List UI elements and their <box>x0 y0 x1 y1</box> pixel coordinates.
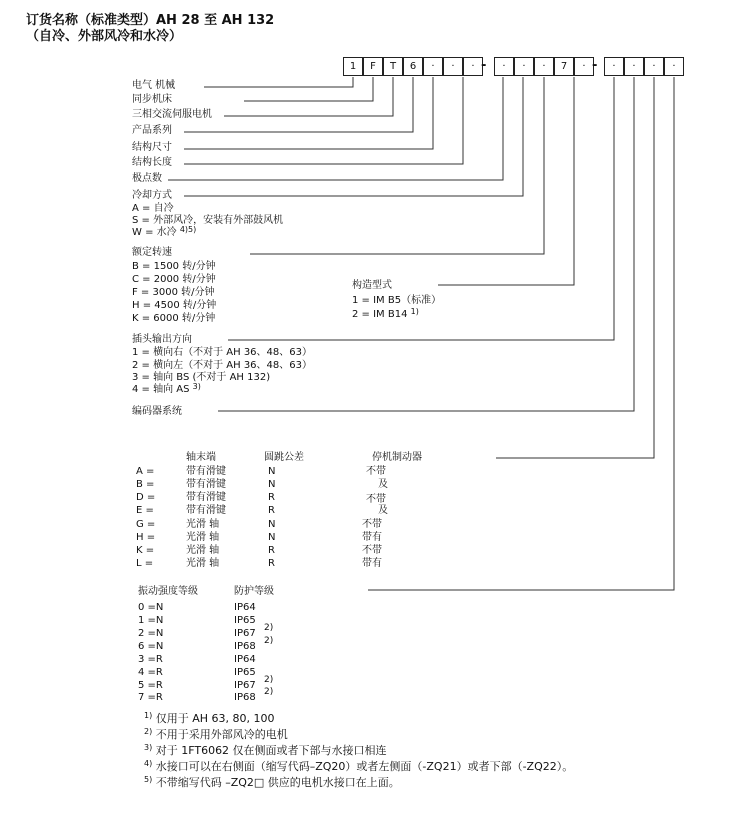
leader-series <box>184 77 413 132</box>
leader-speed <box>250 77 544 254</box>
vib-ip: IP64 <box>234 654 256 665</box>
code-box-4: 6 <box>403 57 423 76</box>
speed-item: B = 1500 转/分钟 <box>132 261 216 272</box>
shaft-tol: R <box>268 558 275 569</box>
leader-poles <box>168 77 503 180</box>
shaft-tol: N <box>268 466 276 477</box>
footnote-1 <box>144 712 274 725</box>
shaft-code: A = <box>136 466 155 477</box>
code-box-6: · <box>443 57 463 76</box>
cooling-w-note: 4)5) <box>179 225 197 234</box>
shaft-end: 光滑 轴 <box>186 519 220 530</box>
code-box-7: · <box>463 57 483 76</box>
shaft-code: H = <box>136 532 156 543</box>
vib-ip: IP64 <box>234 602 256 613</box>
code-separator-1: - <box>481 58 487 73</box>
shaft-tol: N <box>268 519 276 530</box>
encoder-label: 编码器系统 <box>132 406 182 417</box>
shaft-code: E = <box>136 505 154 516</box>
code-box-14: · <box>624 57 644 76</box>
connector-item: 3 = 轴向 BS (不对于 AH 132) <box>132 372 271 383</box>
code-box-13: · <box>604 57 624 76</box>
code-box-11: 7 <box>554 57 574 76</box>
shaft-tol: N <box>268 532 276 543</box>
shaft-tol: R <box>268 492 275 503</box>
speed-item: K = 6000 转/分钟 <box>132 313 216 324</box>
footnote-text: 不带缩写代码 –ZQ2□ 供应的电机水接口在上面。 <box>155 776 400 789</box>
shaft-code: L = <box>136 558 154 569</box>
vib-code: 7 =R <box>138 692 163 703</box>
connector-item: 4 = 轴向 AS <box>132 384 190 395</box>
cooling-heading: 冷却方式 <box>132 190 172 201</box>
vib-note: 2) <box>264 675 274 685</box>
shaft-end: 光滑 轴 <box>186 545 220 556</box>
leader-cooling <box>184 77 523 196</box>
cooling-w-row <box>132 227 196 239</box>
shaft-brake: 不带 <box>366 466 386 477</box>
shaft-end: 带有滑键 <box>186 479 226 490</box>
shaft-end: 光滑 轴 <box>186 532 220 543</box>
footnote-text: 对于 1FT6062 仅在侧面或者下部与水接口相连 <box>155 744 387 757</box>
shaft-brake: 及 <box>378 505 388 516</box>
vib-ip: IP67 <box>234 628 256 639</box>
code-separator-2: - <box>592 58 598 73</box>
vib-ip: IP67 <box>234 680 256 691</box>
vib-code: 2 =N <box>138 628 164 639</box>
shaft-brake: 不带 <box>366 494 386 505</box>
vib-ip: IP68 <box>234 641 256 652</box>
footnote-num: 4) <box>144 759 153 768</box>
label-length: 结构长度 <box>132 157 172 168</box>
shaft-header-end: 轴末端 <box>186 452 216 463</box>
vib-code: 4 =R <box>138 667 163 678</box>
footnote-4 <box>144 760 573 773</box>
shaft-brake: 带有 <box>362 558 382 569</box>
connector-heading: 插头输出方向 <box>132 334 192 345</box>
construction-b14-note: 1) <box>410 307 419 316</box>
shaft-header-tolerance: 圆跳公差 <box>264 452 304 463</box>
shaft-end: 带有滑键 <box>186 505 226 516</box>
leader-vibration <box>368 77 674 590</box>
vib-code: 6 =N <box>138 641 164 652</box>
footnote-num: 3) <box>144 743 153 752</box>
speed-item: F = 3000 转/分钟 <box>132 287 215 298</box>
footnote-num: 5) <box>144 775 153 784</box>
page-title: 订货名称（标准类型）AH 28 至 AH 132 <box>26 13 275 28</box>
construction-b14-row <box>352 309 419 321</box>
connector-item: 2 = 横向左（不对于 AH 36、48、63） <box>132 360 312 371</box>
shaft-brake: 不带 <box>362 519 382 530</box>
connector-as-note: 3) <box>192 382 201 391</box>
label-frame: 结构尺寸 <box>132 142 172 153</box>
code-box-8: · <box>494 57 514 76</box>
cooling-a: A = 自冷 <box>132 203 174 214</box>
construction-b5: 1 = IM B5（标准） <box>352 295 442 306</box>
label-servo: 三相交流伺服电机 <box>132 109 212 120</box>
footnote-text: 仅用于 AH 63, 80, 100 <box>155 712 275 725</box>
shaft-end: 光滑 轴 <box>186 558 220 569</box>
leader-motor <box>204 77 353 87</box>
code-box-12: · <box>574 57 594 76</box>
footnote-num: 1) <box>144 711 153 720</box>
shaft-brake: 不带 <box>362 545 382 556</box>
footnote-5 <box>144 776 400 789</box>
shaft-code: D = <box>136 492 156 503</box>
label-poles: 极点数 <box>132 173 162 184</box>
label-sync: 同步机床 <box>132 94 172 105</box>
code-box-15: · <box>644 57 664 76</box>
shaft-header-brake: 停机制动器 <box>372 452 422 463</box>
shaft-end: 带有滑键 <box>186 466 226 477</box>
shaft-brake: 带有 <box>362 532 382 543</box>
vib-code: 3 =R <box>138 654 163 665</box>
code-box-2: F <box>363 57 383 76</box>
leader-servo <box>224 77 393 116</box>
shaft-tol: N <box>268 479 276 490</box>
code-box-5: · <box>423 57 443 76</box>
label-motor: 电气 机械 <box>132 80 176 91</box>
speed-item: H = 4500 转/分钟 <box>132 300 217 311</box>
leader-sync <box>244 77 373 101</box>
footnote-2 <box>144 728 288 741</box>
vib-ip: IP65 <box>234 667 256 678</box>
leader-frame <box>184 77 433 149</box>
vib-header-ip: 防护等级 <box>234 586 274 597</box>
cooling-w: W = 水冷 <box>132 227 177 238</box>
footnote-num: 2) <box>144 727 153 736</box>
construction-b14: 2 = IM B14 <box>352 309 408 320</box>
shaft-brake: 及 <box>378 479 388 490</box>
speed-item: C = 2000 转/分钟 <box>132 274 216 285</box>
shaft-end: 带有滑键 <box>186 492 226 503</box>
leader-length <box>184 77 463 164</box>
code-box-9: · <box>514 57 534 76</box>
shaft-code: B = <box>136 479 155 490</box>
label-series: 产品系列 <box>132 125 172 136</box>
shaft-code: G = <box>136 519 156 530</box>
vib-code: 0 =N <box>138 602 164 613</box>
speed-heading: 额定转速 <box>132 247 172 258</box>
code-box-10: · <box>534 57 554 76</box>
vib-note: 2) <box>264 623 274 633</box>
vib-code: 5 =R <box>138 680 163 691</box>
vib-code: 1 =N <box>138 615 164 626</box>
vib-note: 2) <box>264 636 274 646</box>
leader-shaft <box>496 77 654 458</box>
code-box-16: · <box>664 57 684 76</box>
vib-header-grade: 振动强度等级 <box>138 586 198 597</box>
footnote-text: 水接口可以在右侧面（缩写代码–ZQ20）或者左侧面（-ZQ21）或者下部（-ZQ22）。 <box>155 760 574 773</box>
connector-item-row <box>132 384 201 396</box>
code-box-1: 1 <box>343 57 363 76</box>
shaft-tol: R <box>268 505 275 516</box>
vib-note: 2) <box>264 687 274 697</box>
shaft-code: K = <box>136 545 155 556</box>
connector-item: 1 = 横向右（不对于 AH 36、48、63） <box>132 347 312 358</box>
page-subtitle: （自冷、外部风冷和水冷） <box>26 29 183 44</box>
code-box-3: T <box>383 57 403 76</box>
construction-heading: 构造型式 <box>352 280 392 291</box>
vib-ip: IP68 <box>234 692 256 703</box>
shaft-tol: R <box>268 545 275 556</box>
vib-ip: IP65 <box>234 615 256 626</box>
footnote-3 <box>144 744 387 757</box>
cooling-s: S = 外部风冷，安装有外部鼓风机 <box>132 215 284 226</box>
footnote-text: 不用于采用外部风冷的电机 <box>155 728 288 741</box>
